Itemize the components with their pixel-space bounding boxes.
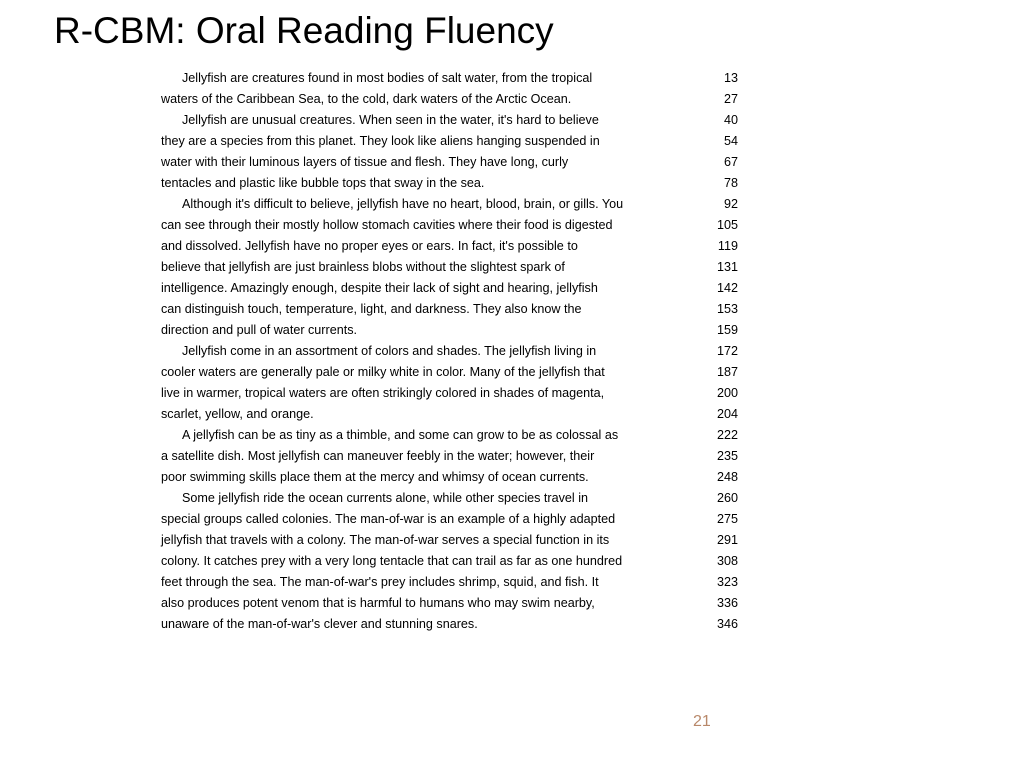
passage-line [161,446,741,467]
reading-passage [161,68,741,635]
passage-line [161,383,741,404]
passage-line [161,215,741,236]
passage-line [161,131,741,152]
passage-line [161,320,741,341]
passage-line [161,299,741,320]
passage-line-text: scarlet, yellow, and orange. [161,407,314,421]
passage-line-text: tentacles and plastic like bubble tops that sway in the sea. [161,176,485,190]
passage-line [161,425,741,446]
passage-line [161,68,741,89]
passage-line-text: feet through the sea. The man-of-war's prey includes shrimp, squid, and fish. It [161,575,599,589]
word-count: 260 [716,491,738,505]
passage-line [161,467,741,488]
passage-line-text: believe that jellyfish are just brainless blobs without the slightest spark of [161,260,565,274]
word-count: 40 [723,113,738,127]
passage-line-text: a satellite dish. Most jellyfish can maneuver feebly in the water; however, their [161,449,595,463]
word-count: 308 [716,554,738,568]
word-count: 336 [716,596,738,610]
passage-line-text: A jellyfish can be as tiny as a thimble, and some can grow to be as colossal as [182,428,619,442]
passage-line [161,257,741,278]
passage-line [161,173,741,194]
passage-line [161,404,741,425]
word-count: 131 [716,260,738,274]
passage-line-text: can distinguish touch, temperature, light, and darkness. They also know the [161,302,582,316]
word-count: 159 [716,323,738,337]
passage-line [161,194,741,215]
passage-line-text: Some jellyfish ride the ocean currents alone, while other species travel in [182,491,589,505]
word-count: 13 [723,71,738,85]
passage-line-text: intelligence. Amazingly enough, despite their lack of sight and hearing, jellyfish [161,281,598,295]
word-count: 78 [723,176,738,190]
passage-line [161,488,741,509]
passage-line [161,614,741,635]
passage-line-text: waters of the Caribbean Sea, to the cold, dark waters of the Arctic Ocean. [161,92,572,106]
passage-line [161,509,741,530]
slide-title: R-CBM: Oral Reading Fluency [54,10,554,51]
passage-line [161,551,741,572]
page-number: 21 [693,713,711,730]
passage-line-text: jellyfish that travels with a colony. The man-of-war serves a special function in its [161,533,610,547]
passage-line [161,110,741,131]
word-count: 142 [716,281,738,295]
word-count: 235 [716,449,738,463]
passage-line-text: live in warmer, tropical waters are often strikingly colored in shades of magenta, [161,386,605,400]
passage-line-text: and dissolved. Jellyfish have no proper eyes or ears. In fact, it's possible to [161,239,578,253]
word-count: 200 [716,386,738,400]
word-count: 248 [716,470,738,484]
word-count: 346 [716,617,738,631]
passage-line [161,278,741,299]
word-count: 27 [723,92,738,106]
passage-line-text: Jellyfish are creatures found in most bodies of salt water, from the tropical [182,71,593,85]
word-count: 67 [723,155,738,169]
passage-line [161,572,741,593]
passage-line-text: also produces potent venom that is harmful to humans who may swim nearby, [161,596,595,610]
passage-line-text: can see through their mostly hollow stomach cavities where their food is digested [161,218,613,232]
passage-line-text: special groups called colonies. The man-of-war is an example of a highly adapted [161,512,616,526]
passage-line-text: Jellyfish are unusual creatures. When seen in the water, it's hard to believe [182,113,599,127]
passage-line-text: colony. It catches prey with a very long tentacle that can trail as far as one hundred [161,554,623,568]
passage-line [161,236,741,257]
passage-line [161,341,741,362]
passage-line [161,530,741,551]
word-count: 54 [723,134,738,148]
passage-line [161,593,741,614]
word-count: 105 [716,218,738,232]
word-count: 323 [716,575,738,589]
passage-line [161,152,741,173]
word-count: 172 [716,344,738,358]
passage-line-text: cooler waters are generally pale or milky white in color. Many of the jellyfish that [161,365,605,379]
word-count: 153 [716,302,738,316]
word-count: 291 [716,533,738,547]
passage-line-text: Although it's difficult to believe, jellyfish have no heart, blood, brain, or gills. You [182,197,624,211]
word-count: 275 [716,512,738,526]
word-count: 222 [716,428,738,442]
word-count: 119 [717,239,738,253]
passage-line-text: poor swimming skills place them at the mercy and whimsy of ocean currents. [161,470,589,484]
word-count: 187 [716,365,738,379]
passage-line [161,362,741,383]
passage-line-text: water with their luminous layers of tissue and flesh. They have long, curly [161,155,569,169]
passage-line [161,89,741,110]
word-count: 204 [716,407,738,421]
word-count: 92 [723,197,738,211]
passage-line-text: unaware of the man-of-war's clever and stunning snares. [161,617,478,631]
passage-line-text: direction and pull of water currents. [161,323,358,337]
passage-line-text: Jellyfish come in an assortment of colors and shades. The jellyfish living in [182,344,597,358]
passage-line-text: they are a species from this planet. They look like aliens hanging suspended in [161,134,600,148]
